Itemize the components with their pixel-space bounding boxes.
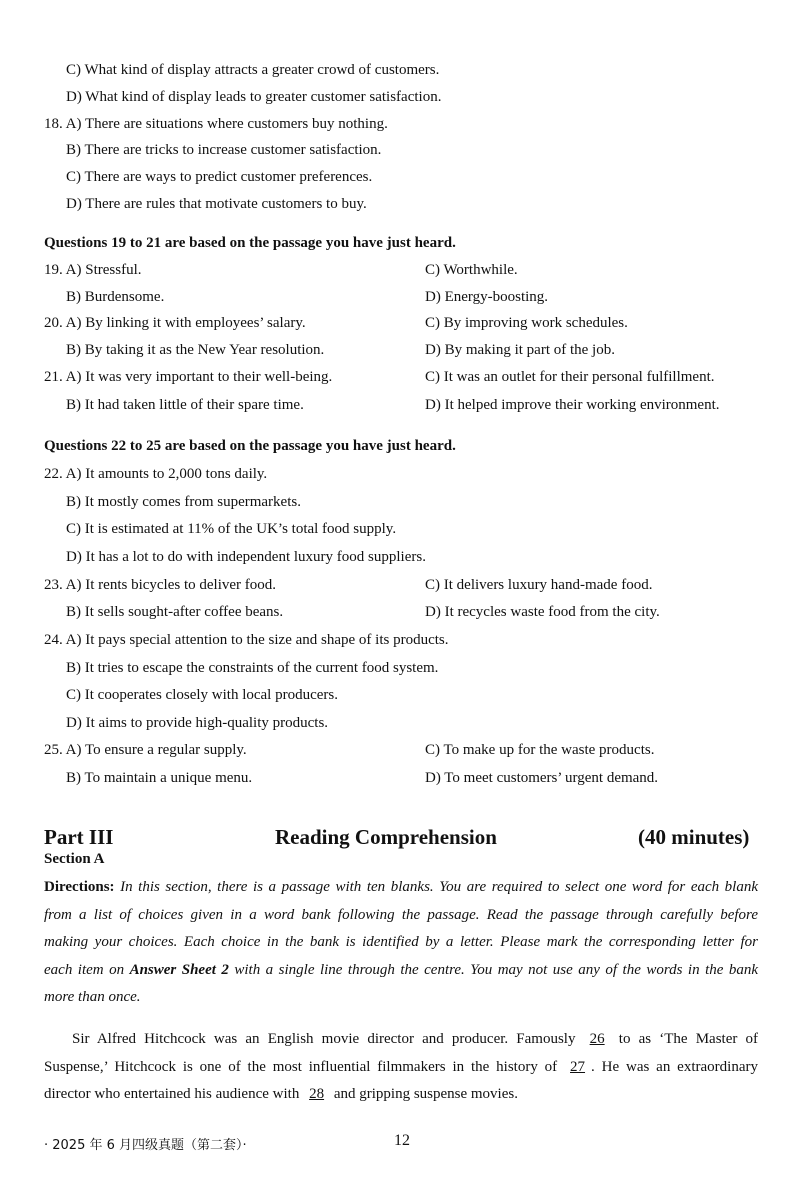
option-18a: 18. A) There are situations where customers buy nothing. (44, 116, 388, 132)
part-time: (40 minutes) (638, 825, 750, 849)
directions-text-1: In this section, there is a passage with ten blanks. You are required to select one word for each blank (120, 879, 759, 895)
option-23b: B) It sells sought-after coffee beans. (66, 604, 284, 620)
part-title: Reading Comprehension (275, 825, 497, 849)
option-24b: B) It tries to escape the constraints of the current food system. (66, 660, 439, 676)
directions-line-3: making your choices. Each choice in the bank is identified by a letter. Please mark the corresponding letter for (44, 934, 758, 950)
option-18d: D) There are rules that motivate customers to buy. (66, 196, 367, 212)
directions-text-4c: with a single line through the centre. You may not use any of the words in the bank (234, 962, 759, 978)
option-20a: 20. A) By linking it with employees’ salary. (44, 315, 306, 331)
passage-text-2b: . He was an extraordinary (591, 1059, 758, 1075)
option-19c: C) Worthwhile. (425, 262, 518, 278)
option-20d: D) By making it part of the job. (425, 342, 615, 358)
option-20c: C) By improving work schedules. (425, 315, 628, 331)
questions-22-25-heading: Questions 22 to 25 are based on the passage you have just heard. (44, 438, 456, 454)
passage-text-2a: Suspense,’ Hitchcock is one of the most influential filmmakers in the history of (44, 1059, 558, 1075)
directions-line-4 (44, 961, 758, 979)
option-21d: D) It helped improve their working environment. (425, 397, 720, 413)
option-19a: 19. A) Stressful. (44, 262, 142, 278)
option-24c: C) It cooperates closely with local producers. (66, 687, 338, 703)
passage-text-3b: and gripping suspense movies. (333, 1086, 518, 1102)
option-25a: 25. A) To ensure a regular supply. (44, 742, 247, 758)
option-23a: 23. A) It rents bicycles to deliver food. (44, 577, 277, 593)
option-18c: C) There are ways to predict customer preferences. (66, 169, 373, 185)
directions-line-2: from a list of choices given in a word bank following the passage. Read the passage through carefully before (44, 907, 758, 923)
option-24d: D) It aims to provide high-quality products. (66, 715, 329, 731)
passage-line-1 (72, 1030, 758, 1048)
option-22c: C) It is estimated at 11% of the UK’s total food supply. (66, 521, 397, 537)
option-21c: C) It was an outlet for their personal fulfillment. (425, 369, 715, 385)
option-21a: 21. A) It was very important to their well-being. (44, 369, 333, 385)
option-22b: B) It mostly comes from supermarkets. (66, 494, 301, 510)
option-18b: B) There are tricks to increase customer satisfaction. (66, 142, 382, 158)
option-25d: D) To meet customers’ urgent demand. (425, 770, 659, 786)
footer-source: · 2025 年 6 月四级真题（第二套）· (44, 1138, 247, 1153)
directions-line-1 (44, 878, 758, 896)
directions-text-4a: each item on (44, 962, 125, 978)
option-24a: 24. A) It pays special attention to the size and shape of its products. (44, 632, 449, 648)
option-23d: D) It recycles waste food from the city. (425, 604, 660, 620)
blank-28: 28 (309, 1086, 325, 1102)
passage-text-1b: to as ‘The Master of (618, 1031, 759, 1047)
option-17d: D) What kind of display leads to greater customer satisfaction. (66, 89, 442, 105)
option-25c: C) To make up for the waste products. (425, 742, 655, 758)
section-label: Section A (44, 851, 105, 867)
option-23c: C) It delivers luxury hand-made food. (425, 577, 653, 593)
passage-line-2 (44, 1058, 758, 1076)
passage-line-3 (44, 1085, 758, 1103)
page-number: 12 (394, 1132, 410, 1149)
directions-label: Directions: (44, 879, 115, 895)
option-17c: C) What kind of display attracts a greater crowd of customers. (66, 62, 440, 78)
directions-line-5: more than once. (44, 989, 141, 1005)
answer-sheet-ref: Answer Sheet 2 (129, 962, 229, 978)
part-label: Part III (44, 825, 114, 849)
passage-text-3a: director who entertained his audience with (44, 1086, 300, 1102)
option-25b: B) To maintain a unique menu. (66, 770, 253, 786)
passage-text-1a: Sir Alfred Hitchcock was an English movie director and producer. Famously (72, 1031, 576, 1047)
blank-27: 27 (570, 1059, 586, 1075)
option-19b: B) Burdensome. (66, 289, 165, 305)
blank-26: 26 (589, 1031, 605, 1047)
option-19d: D) Energy-boosting. (425, 289, 549, 305)
questions-19-21-heading: Questions 19 to 21 are based on the passage you have just heard. (44, 235, 456, 251)
option-22d: D) It has a lot to do with independent luxury food suppliers. (66, 549, 426, 565)
option-20b: B) By taking it as the New Year resolution. (66, 342, 325, 358)
option-22a: 22. A) It amounts to 2,000 tons daily. (44, 466, 268, 482)
option-21b: B) It had taken little of their spare time. (66, 397, 304, 413)
